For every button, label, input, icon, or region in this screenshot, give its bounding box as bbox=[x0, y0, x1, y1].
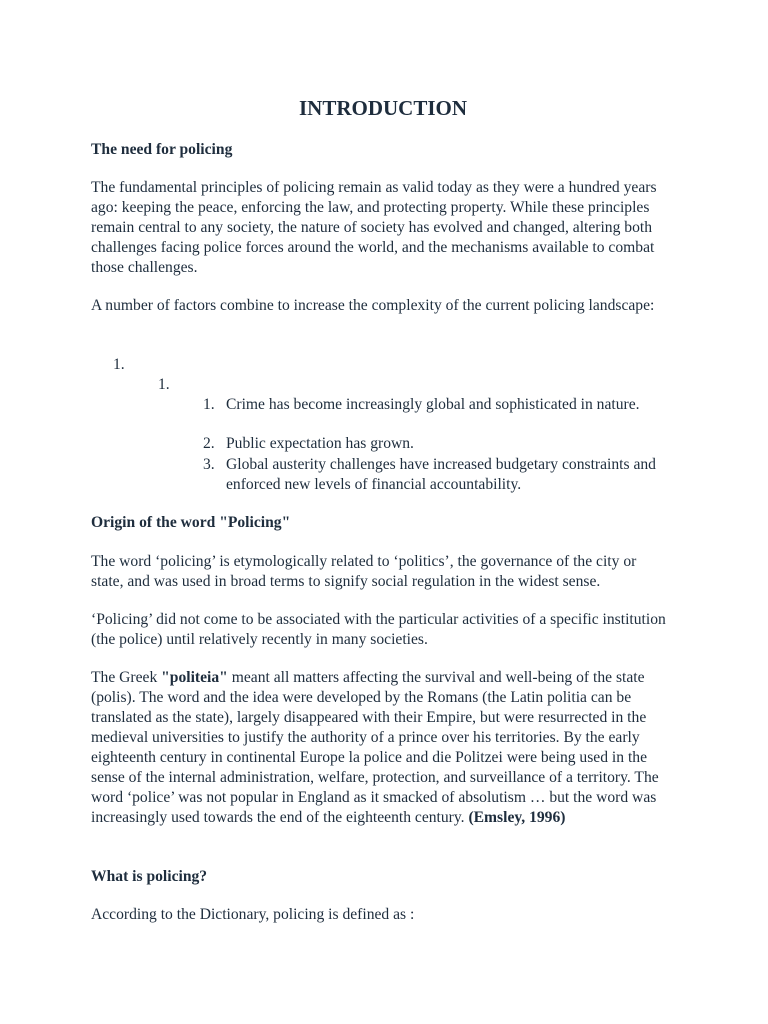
list-item-number: 2. bbox=[203, 435, 215, 452]
politeia-term: "politeia" bbox=[161, 669, 228, 686]
paragraph-origin-2: ‘Policing’ did not come to be associated with the particular activities of a specific institution (the police) until relatively recently in many societies. bbox=[91, 611, 666, 648]
paragraph-need-1: The fundamental principles of policing remain as valid today as they were a hundred years ago: keeping the peace, enforcing the law, and protecting property. While these principles remain central to any society, the nature of society has evolved and changed, altering both challenges facing police forces around the world, and the mechanisms available to combat those challenges. bbox=[91, 179, 657, 276]
paragraph-origin-3 bbox=[91, 668, 669, 828]
page-title: INTRODUCTION bbox=[298, 96, 468, 120]
list-item-text: Public expectation has grown. bbox=[226, 435, 414, 452]
list-item-number: 3. bbox=[203, 456, 215, 473]
paragraph-what-1: According to the Dictionary, policing is defined as : bbox=[91, 906, 415, 923]
origin-lead-text: The Greek bbox=[91, 669, 162, 686]
paragraph-origin-1: The word ‘policing’ is etymologically related to ‘politics’, the governance of the city or state, and was used in broad terms to signify social regulation in the widest sense. bbox=[91, 553, 637, 590]
list-item-text: Global austerity challenges have increased budgetary constraints and enforced new levels of financial accountability. bbox=[226, 456, 656, 493]
paragraph-need-2: A number of factors combine to increase the complexity of the current policing landscape: bbox=[91, 297, 655, 314]
list-number-nested: 1. bbox=[158, 376, 170, 393]
list-item bbox=[203, 434, 643, 454]
citation: (Emsley, 1996) bbox=[468, 809, 566, 826]
section-heading-need: The need for policing bbox=[91, 141, 233, 158]
origin-body-text: meant all matters affecting the survival and well-being of the state (polis). The word and the idea were developed by the Romans (the Latin politia can be translated as the state), largely disappeared with their Empire, but were resurrected in the medieval universities to justify the authority of a prince over his territories. By the early eighteenth century in continental Europe la police and die Politzei were being used in the sense of the internal administration, welfare, protection, and surveillance of a territory. The word ‘police’ was not popular in England as it smacked of absolutism … but the word was increasingly used towards the end of the eighteenth century. bbox=[91, 669, 659, 826]
list-number-outer: 1. bbox=[113, 356, 125, 373]
list-item-text: Crime has become increasingly global and sophisticated in nature. bbox=[226, 396, 640, 413]
list-item bbox=[203, 395, 643, 415]
list-item bbox=[203, 455, 673, 495]
list-item-number: 1. bbox=[203, 396, 215, 413]
section-heading-what: What is policing? bbox=[91, 868, 208, 885]
section-heading-origin: Origin of the word "Policing" bbox=[91, 514, 291, 531]
